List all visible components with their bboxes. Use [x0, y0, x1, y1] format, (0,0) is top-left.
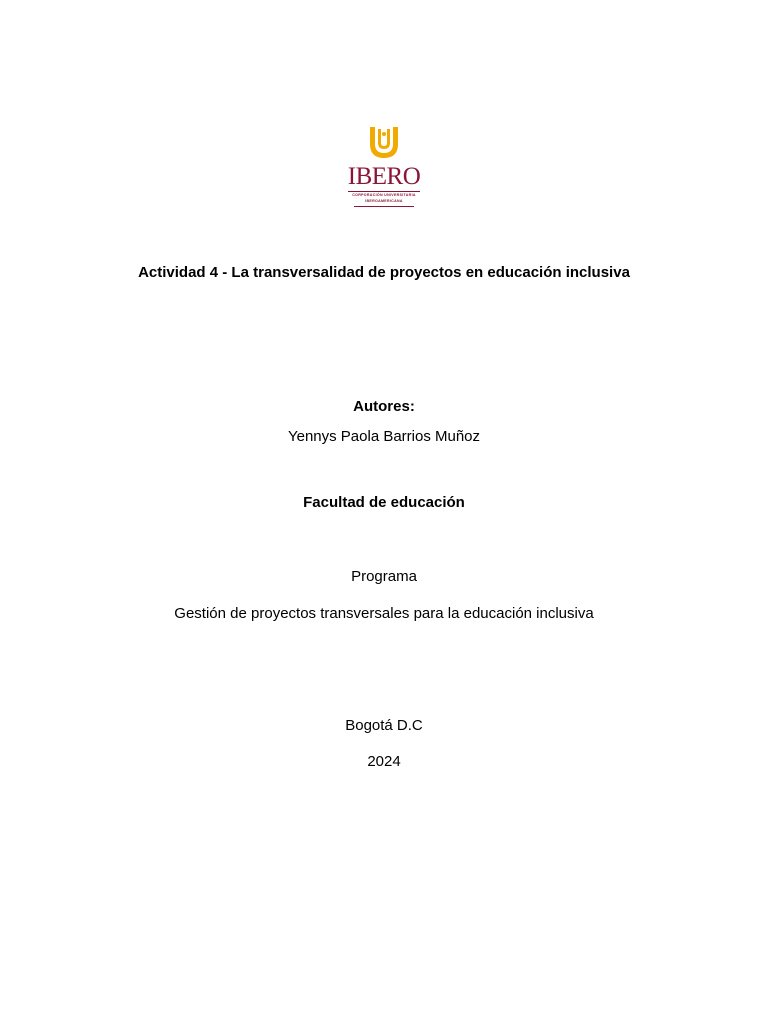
u-shield-icon [344, 126, 424, 162]
city: Bogotá D.C [345, 717, 423, 734]
logo-rule-bottom [354, 206, 414, 207]
logo-subtitle-line2: IBEROAMERICANA [365, 199, 403, 203]
authors-label: Autores: [353, 398, 415, 415]
program-label: Programa [351, 568, 417, 585]
logo-subtitle-line1: CORPORACIÓN UNIVERSITARIA [352, 193, 416, 197]
program-name: Gestión de proyectos transversales para la educación inclusiva [174, 605, 594, 622]
faculty-name: Facultad de educación [303, 494, 465, 511]
logo-rule-top [348, 191, 420, 192]
author-name: Yennys Paola Barrios Muñoz [287, 428, 481, 445]
ibero-logo [344, 126, 424, 212]
logo-wordmark: IBERO [347, 163, 421, 190]
year: 2024 [367, 753, 401, 770]
document-title: Actividad 4 - La transversalidad de proyectos en educación inclusiva [138, 264, 630, 281]
